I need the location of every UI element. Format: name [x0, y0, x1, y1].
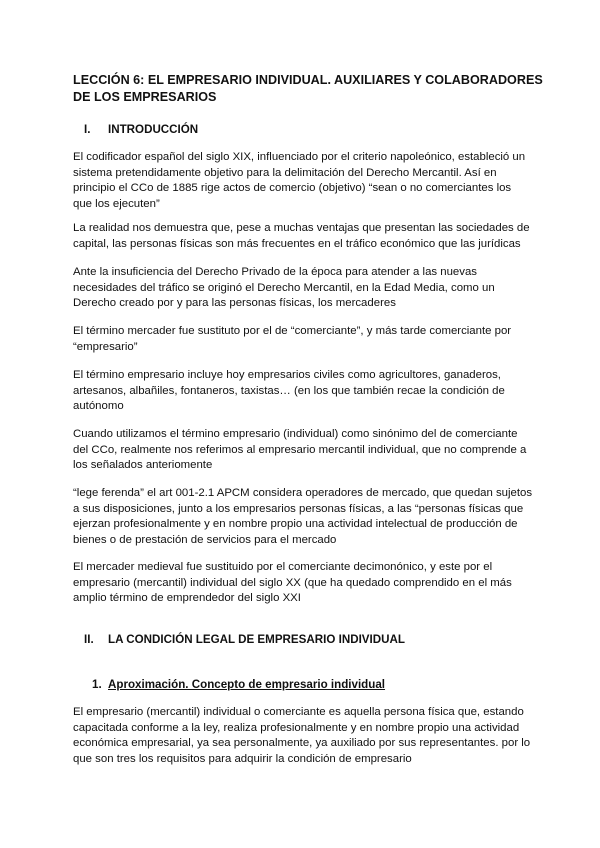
section-heading-condicion-legal: [84, 632, 405, 647]
paragraph: “lege ferenda” el art 001-2.1 APCM considera operadores de mercado, que quedan sujetos a sus disposiciones, junto a los empresarios personas físicas, a las “personas físicas que ejerzan profesionalmente y en nombre propio una actividad intelectual de producción de bienes o de prestación de servicios para el mercado: [73, 487, 533, 546]
paragraph: El empresario (mercantil) individual o comerciante es aquella persona física que, estando capacitada conforme a la ley, realiza profesionalmente y en nombre propio una actividad económica empresarial, ya sea personalmente, ya auxiliado por sus representantes. por lo que son tres los requisitos para adquirir la condición de empresario: [73, 706, 531, 765]
section-heading-introduccion: [84, 122, 198, 137]
paragraph: Ante la insuficiencia del Derecho Privado de la época para atender a las nuevas necesidades del tráfico se originó el Derecho Mercantil, en la Edad Media, como un Derecho creado por y para las personas físicas, los mercaderes: [73, 266, 495, 309]
subsection-number: 1.: [92, 678, 102, 691]
lesson-title: LECCIÓN 6: EL EMPRESARIO INDIVIDUAL. AUXILIARES Y COLABORADORES DE LOS EMPRESARIOS: [73, 73, 543, 104]
subsection-heading-concepto: [92, 677, 385, 692]
paragraph: El término empresario incluye hoy empresarios civiles como agricultores, ganaderos, artesanos, albañiles, fontaneros, taxistas… (en los que también recae la condición de autónomo: [73, 369, 505, 412]
paragraph: La realidad nos demuestra que, pese a muchas ventajas que presentan las sociedades de capital, las personas físicas son más frecuentes en el tráfico económico que las jurídicas: [73, 222, 530, 250]
section-number: II.: [84, 633, 94, 646]
paragraph: El codificador español del siglo XIX, influenciado por el criterio napoleónico, estableció un sistema pretendidamente objetivo para la delimitación del Derecho Mercantil. Así en principio el CCo de 1885 rige actos de comercio (objetivo) “sean o no comerciantes los que los ejecuten”: [73, 151, 526, 210]
section-title: INTRODUCCIÓN: [108, 123, 199, 136]
section-number: I.: [84, 123, 91, 136]
section-title: LA CONDICIÓN LEGAL DE EMPRESARIO INDIVIDUAL: [108, 633, 405, 646]
paragraph: El mercader medieval fue sustituido por el comerciante decimonónico, y este por el empresario (mercantil) individual del siglo XX (que ha quedado comprendido en el más amplio término de emprendedor del siglo XXI: [73, 561, 512, 604]
paragraph: Cuando utilizamos el término empresario (individual) como sinónimo del de comerciante del CCo, realmente nos referimos al empresario mercantil individual, que no comprende a los señalados anteriomente: [73, 428, 527, 471]
paragraph: El término mercader fue sustituto por el de “comerciante”, y más tarde comerciante por “empresario”: [73, 325, 512, 353]
subsection-title: Aproximación. Concepto de empresario individual: [108, 678, 386, 691]
